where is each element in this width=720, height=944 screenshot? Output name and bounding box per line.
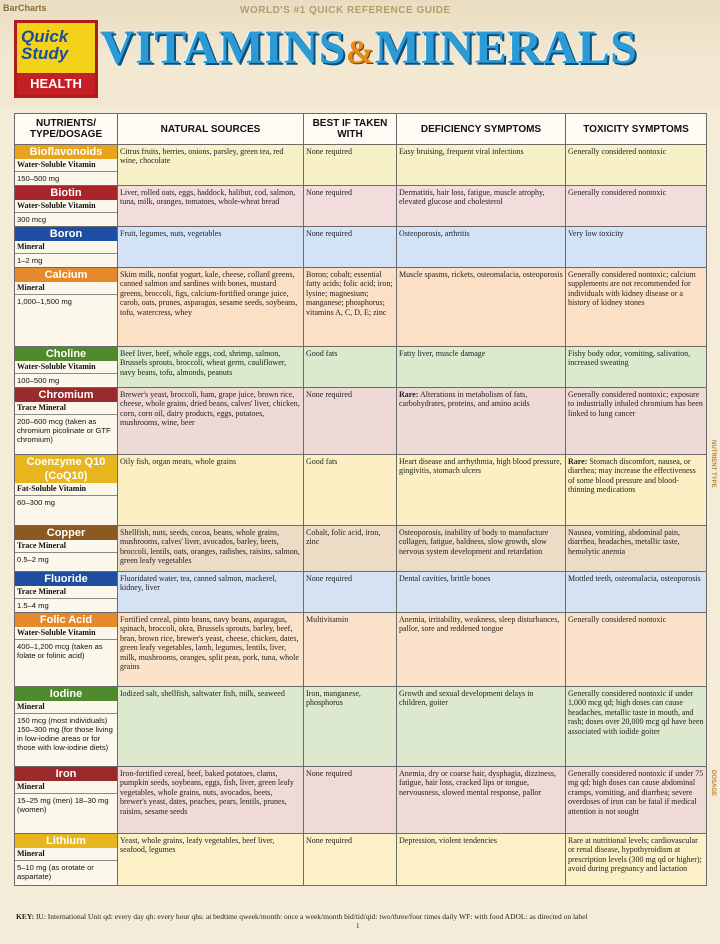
- table-row: [15, 572, 707, 613]
- nutrient-cell: [15, 834, 118, 886]
- nutrient-name: Iron: [15, 767, 117, 781]
- badge-study: Study: [21, 44, 69, 63]
- badge-health: HEALTH: [17, 73, 95, 95]
- nutrient-type: Mineral: [15, 241, 117, 254]
- natural-sources-cell: Liver, rolled oats, eggs, haddock, halibut, cod, salmon, tuna, milk, oranges, tomatoes, whole-wheat bread: [118, 186, 304, 227]
- deficiency-text: Alterations in metabolism of fats, carbohydrates, proteins, and amino acids: [399, 390, 530, 409]
- deficiency-symptoms-cell: [397, 767, 566, 834]
- nutrient-cell: [15, 186, 118, 227]
- nutrient-cell: [15, 572, 118, 613]
- natural-sources-cell: Skim milk, nonfat yogurt, kale, cheese, collard greens, canned salmon and sardines with bones, mustard greens, broccoli, figs, calcium-fortified orange juice, carob, oats, prunes, asparagus, sesame seeds, soybeans, tofu, watercress, whey: [118, 268, 304, 347]
- toxicity-text: Nausea, vomiting, abdominal pain, diarrhea, headaches, metallic taste, hemolytic anemia: [568, 528, 680, 556]
- toxicity-text: Very low toxicity: [568, 229, 624, 238]
- table-row: [15, 227, 707, 268]
- natural-sources-cell: Citrus fruits, berries, onions, parsley, green tea, red wine, chocolate: [118, 145, 304, 186]
- nutrient-dosage: 1–2 mg: [17, 256, 43, 265]
- toxicity-symptoms-cell: [566, 572, 707, 613]
- nutrient-dosage: 1,000–1,500 mg: [17, 297, 72, 306]
- toxicity-symptoms-cell: [566, 227, 707, 268]
- nutrient-cell: [15, 347, 118, 388]
- nutrient-type: Mineral: [15, 781, 117, 794]
- toxicity-text: Fishy body odor, vomiting, salivation, increased sweating: [568, 349, 691, 368]
- toxicity-symptoms-cell: [566, 834, 707, 886]
- nutrient-cell: [15, 227, 118, 268]
- deficiency-text: Muscle spasms, rickets, osteomalacia, osteoporosis: [399, 270, 563, 279]
- natural-sources-cell: Iron-fortified cereal, beef, baked potatoes, clams, pumpkin seeds, soybeans, eggs, fish, liver, green leafy vegetables, whole grains, nuts, avocados, beets, brewer's yeast, dates, peaches, pears, lentils, prunes, raisins, sesame seeds: [118, 767, 304, 834]
- best-if-taken-with-cell: Good fats: [304, 455, 397, 526]
- deficiency-symptoms-cell: [397, 572, 566, 613]
- best-if-taken-with-cell: None required: [304, 227, 397, 268]
- header-best-if-taken-with: BEST IF TAKEN WITH: [304, 114, 397, 145]
- key-text: IU: International Unit qd: every day qh: every hour qhs: at bedtime qweek/month: once a week/month bid/tid/qid: two/three/four times daily WF: with food ADOL: as directed on label: [35, 912, 588, 921]
- nutrient-cell: [15, 455, 118, 526]
- natural-sources-cell: Fluoridated water, tea, canned salmon, mackerel, kidney, liver: [118, 572, 304, 613]
- natural-sources-cell: Brewer's yeast, broccoli, ham, grape juice, brown rice, cheese, whole grains, dried beans, calves' liver, chicken, corn, corn oil, dairy products, eggs, potatoes, mushrooms, wine, beer: [118, 388, 304, 455]
- nutrient-cell: [15, 388, 118, 455]
- deficiency-text: Anemia, irritability, weakness, sleep disturbances, pallor, sore and reddened tongue: [399, 615, 560, 634]
- nutrient-type: Water-Soluble Vitamin: [15, 361, 117, 374]
- page-title: [100, 20, 712, 75]
- table-row: [15, 347, 707, 388]
- nutrient-dosage: 15–25 mg (men) 18–30 mg (women): [17, 796, 109, 814]
- best-if-taken-with-cell: Iron, manganese, phosphorus: [304, 687, 397, 767]
- nutrient-type: Water-Soluble Vitamin: [15, 627, 117, 640]
- deficiency-symptoms-cell: [397, 526, 566, 572]
- deficiency-symptoms-cell: [397, 347, 566, 388]
- deficiency-symptoms-cell: [397, 687, 566, 767]
- toxicity-symptoms-cell: [566, 526, 707, 572]
- table-row: [15, 145, 707, 186]
- table-row: [15, 767, 707, 834]
- deficiency-text: Osteoporosis, arthritis: [399, 229, 470, 238]
- natural-sources-cell: Fruit, legumes, nuts, vegetables: [118, 227, 304, 268]
- best-if-taken-with-cell: Multivitamin: [304, 613, 397, 687]
- table-row: [15, 687, 707, 767]
- nutrient-name: Folic Acid: [15, 613, 117, 627]
- deficiency-symptoms-cell: [397, 834, 566, 886]
- nutrient-cell: [15, 687, 118, 767]
- nutrient-name: Coenzyme Q10 (CoQ10): [15, 455, 117, 483]
- header-nutrients: NUTRIENTS/ TYPE/DOSAGE: [15, 114, 118, 145]
- guide-tagline: WORLD'S #1 QUICK REFERENCE GUIDE: [240, 5, 451, 16]
- toxicity-text: Generally considered nontoxic if under 75 mg qd; high doses can cause abdominal cramps, vomiting, and diarrhea; severe overdoses of iron can be fatal if medical attention is not sought: [568, 769, 704, 816]
- nutrient-type: Mineral: [15, 848, 117, 861]
- best-if-taken-with-cell: None required: [304, 767, 397, 834]
- toxicity-text: Generally considered nontoxic; calcium supplements are not recommended for individuals with kidney disease or a history of kidney stones: [568, 270, 696, 308]
- nutrient-dosage: 5–10 mg (as orotate or aspartate): [17, 863, 94, 881]
- key-label: KEY:: [16, 912, 35, 921]
- nutrient-name: Iodine: [15, 687, 117, 701]
- best-if-taken-with-cell: None required: [304, 572, 397, 613]
- badge-quick-study: [17, 23, 95, 75]
- toxicity-text: Generally considered nontoxic: [568, 188, 667, 197]
- header-natural-sources: NATURAL SOURCES: [118, 114, 304, 145]
- table-row: [15, 268, 707, 347]
- nutrient-dosage: 60–300 mg: [17, 498, 55, 507]
- nutrient-name: Choline: [15, 347, 117, 361]
- toxicity-symptoms-cell: [566, 268, 707, 347]
- best-if-taken-with-cell: None required: [304, 834, 397, 886]
- nutrients-table: [14, 113, 707, 886]
- edge-tab-label: DOSAGE: [710, 770, 716, 797]
- deficiency-symptoms-cell: [397, 186, 566, 227]
- table-row: [15, 613, 707, 687]
- toxicity-symptoms-cell: [566, 767, 707, 834]
- toxicity-text: Mottled teeth, osteomalacia, osteoporosis: [568, 574, 701, 583]
- deficiency-symptoms-cell: [397, 145, 566, 186]
- table-header-row: [15, 114, 707, 145]
- deficiency-text: Fatty liver, muscle damage: [399, 349, 486, 358]
- table-row: [15, 388, 707, 455]
- deficiency-symptoms-cell: [397, 227, 566, 268]
- edge-tab-dosage: [710, 770, 720, 796]
- best-if-taken-with-cell: Boron; cobalt; essential fatty acids; folic acid; iron; lysine; magnesium; manganese; phosphorus; vitamins A, C, D, E; zinc: [304, 268, 397, 347]
- toxicity-text: Generally considered nontoxic: [568, 147, 667, 156]
- best-if-taken-with-cell: Good fats: [304, 347, 397, 388]
- nutrient-type: Mineral: [15, 701, 117, 714]
- deficiency-text: Easy bruising, frequent viral infections: [399, 147, 524, 156]
- best-if-taken-with-cell: None required: [304, 145, 397, 186]
- abbreviation-key: [16, 912, 712, 921]
- toxicity-symptoms-cell: [566, 388, 707, 455]
- nutrient-name: Copper: [15, 526, 117, 540]
- toxicity-text: Rare at nutritional levels; cardiovascular or renal disease, hypothyroidism at prescription levels (300 mg qd or higher); avoid during pregnancy and lactation: [568, 836, 702, 874]
- nutrient-type: Trace Mineral: [15, 402, 117, 415]
- deficiency-symptoms-cell: [397, 455, 566, 526]
- deficiency-text: Growth and sexual development delays in children, goiter: [399, 689, 534, 708]
- brand-name: BarCharts: [3, 3, 47, 13]
- natural-sources-cell: Fortified cereal, pinto beans, navy beans, asparagus, spinach, broccoli, okra, Brussels sprouts, barley, beef, bran, brown rice, brewer's yeast, cheese, chicken, dates, green leafy vegetables, lamb, legumes, lentils, liver, milk, mushrooms, oranges, split peas, pork, tuna, whole grains: [118, 613, 304, 687]
- nutrient-name: Bioflavonoids: [15, 145, 117, 159]
- nutrient-name: Biotin: [15, 186, 117, 200]
- nutrient-type: Trace Mineral: [15, 540, 117, 553]
- nutrient-type: Water-Soluble Vitamin: [15, 159, 117, 172]
- deficiency-text: Osteoporosis, inability of body to manufacture collagen, fatigue, baldness, slow growth, slow nervous system development and retardation: [399, 528, 549, 556]
- deficiency-text: Dental cavities, brittle bones: [399, 574, 491, 583]
- best-if-taken-with-cell: None required: [304, 186, 397, 227]
- toxicity-symptoms-cell: [566, 145, 707, 186]
- nutrient-type: Fat-Soluble Vitamin: [15, 483, 117, 496]
- deficiency-symptoms-cell: [397, 268, 566, 347]
- edge-tab-nutrient-type: [710, 440, 720, 488]
- rare-label: Rare:: [568, 457, 588, 466]
- toxicity-symptoms-cell: [566, 687, 707, 767]
- deficiency-text: Depression, violent tendencies: [399, 836, 497, 845]
- natural-sources-cell: Oily fish, organ meats, whole grains: [118, 455, 304, 526]
- nutrient-dosage: 0.5–2 mg: [17, 555, 49, 564]
- edge-tab-label: NUTRIENT TYPE: [710, 440, 716, 488]
- deficiency-text: Anemia, dry or coarse hair, dysphagia, dizziness, fatigue, hair loss, cracked lips or tongue, nervousness, slowed mental response, pallor: [399, 769, 556, 797]
- nutrient-cell: [15, 613, 118, 687]
- natural-sources-cell: Beef liver, beef, whole eggs, cod, shrimp, salmon, Brussels sprouts, broccoli, wheat germ, cauliflower, navy beans, tofu, almonds, peanuts: [118, 347, 304, 388]
- toxicity-symptoms-cell: [566, 613, 707, 687]
- nutrient-name: Chromium: [15, 388, 117, 402]
- natural-sources-cell: Yeast, whole grains, leafy vegetables, beef liver, seafood, legumes: [118, 834, 304, 886]
- nutrient-cell: [15, 767, 118, 834]
- deficiency-symptoms-cell: [397, 388, 566, 455]
- rare-label: Rare:: [399, 390, 419, 399]
- table-row: [15, 526, 707, 572]
- toxicity-symptoms-cell: [566, 347, 707, 388]
- nutrient-name: Lithium: [15, 834, 117, 848]
- header-deficiency-symptoms: DEFICIENCY SYMPTOMS: [397, 114, 566, 145]
- toxicity-symptoms-cell: [566, 186, 707, 227]
- table-row: [15, 455, 707, 526]
- nutrient-dosage: 1.5–4 mg: [17, 601, 49, 610]
- nutrient-name: Boron: [15, 227, 117, 241]
- nutrient-dosage: 400–1,200 mcg (taken as folate or folinic acid): [17, 642, 103, 660]
- toxicity-symptoms-cell: [566, 455, 707, 526]
- title-vitamins: VITAMINS: [100, 21, 346, 74]
- deficiency-text: Heart disease and arrhythmia, high blood pressure, gingivitis, stomach ulcers: [399, 457, 562, 476]
- nutrient-dosage: 100–500 mg: [17, 376, 60, 385]
- best-if-taken-with-cell: None required: [304, 388, 397, 455]
- header: [0, 0, 720, 108]
- nutrient-dosage: 200–600 mcg (taken as chromium picolinate or GTF chromium): [17, 417, 111, 444]
- table-row: [15, 186, 707, 227]
- nutrient-dosage: 150–500 mg: [17, 174, 60, 183]
- nutrient-type: Trace Mineral: [15, 586, 117, 599]
- header-toxicity-symptoms: TOXICITY SYMPTOMS: [566, 114, 707, 145]
- nutrient-type: Mineral: [15, 282, 117, 295]
- title-ampersand: &: [345, 34, 375, 71]
- toxicity-text: Generally considered nontoxic if under 1,000 mcg qd; high doses can cause headaches, metallic taste in mouth, and rash; doses over 20,000 mcg qd have been associated with iodide goiter: [568, 689, 704, 736]
- quick-study-badge: [14, 20, 98, 98]
- nutrient-name: Fluoride: [15, 572, 117, 586]
- deficiency-text: Dermatitis, hair loss, fatigue, muscle atrophy, elevated glucose and cholesterol: [399, 188, 545, 207]
- nutrient-name: Calcium: [15, 268, 117, 282]
- nutrient-type: Water-Soluble Vitamin: [15, 200, 117, 213]
- nutrient-dosage: 150 mcg (most individuals) 150–300 mg (for those living in low-iodine areas or for those with low-iodine diets): [17, 716, 113, 752]
- toxicity-text: Stomach discomfort, nausea, or diarrhea; may increase the effectiveness of some blood pressure and blood-thinning medications: [568, 457, 696, 495]
- nutrient-dosage: 300 mcg: [17, 215, 47, 224]
- toxicity-text: Generally considered nontoxic; exposure to industrially inhaled chromium has been linked to lung cancer: [568, 390, 703, 418]
- nutrient-cell: [15, 526, 118, 572]
- nutrient-cell: [15, 268, 118, 347]
- table-row: [15, 834, 707, 886]
- natural-sources-cell: Iodized salt, shellfish, saltwater fish, milk, seaweed: [118, 687, 304, 767]
- nutrient-cell: [15, 145, 118, 186]
- best-if-taken-with-cell: Cobalt, folic acid, iron, zinc: [304, 526, 397, 572]
- badge-quick: Quick: [21, 27, 69, 46]
- page-number: 1: [356, 922, 360, 930]
- title-minerals: MINERALS: [374, 21, 638, 74]
- natural-sources-cell: Shellfish, nuts, seeds, cocoa, beans, whole grains, mushrooms, calves' liver, avocados, barley, beets, broccoli, lentils, oats, oranges, radishes, raisins, salmon, green leafy vegetables: [118, 526, 304, 572]
- toxicity-text: Generally considered nontoxic: [568, 615, 667, 624]
- deficiency-symptoms-cell: [397, 613, 566, 687]
